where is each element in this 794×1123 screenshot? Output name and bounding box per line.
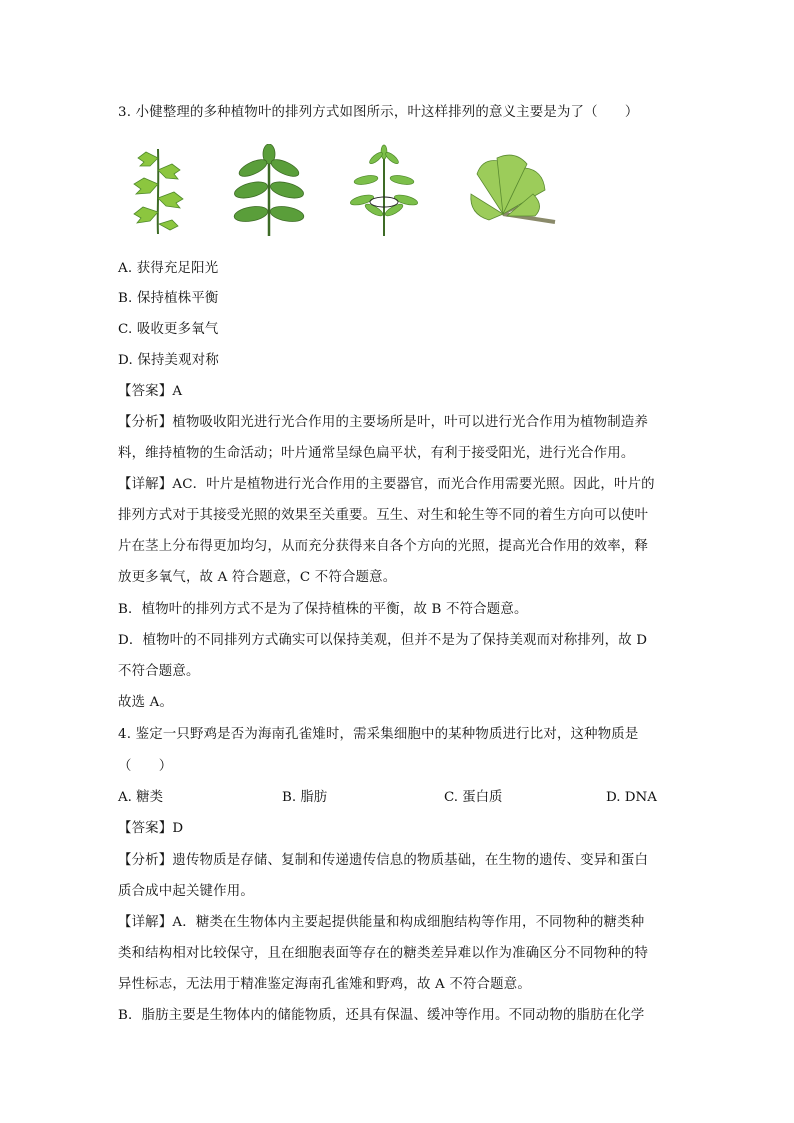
q4-stem-paren: （ ） <box>118 759 173 774</box>
q4-option-d: D. DNA <box>606 790 657 805</box>
q4-detail-line: 异性标志，无法用于精准鉴定海南孔雀雉和野鸡，故 A 不符合题意。 <box>118 977 531 992</box>
q4-analysis-line: 【分析】遗传物质是存储、复制和传递遗传信息的物质基础，在生物的遗传、变异和蛋白 <box>118 853 649 868</box>
q3-detail-line: 放更多氧气，故 A 符合题意，C 不符合题意。 <box>118 570 397 585</box>
alternate-leaf-figure <box>128 144 188 236</box>
q3-detail-line: 片在茎上分布得更加均匀，从而充分获得来自各个方向的光照，提高光合作用的效率，释 <box>118 539 649 554</box>
q3-option-a: A. 获得充足阳光 <box>118 261 219 276</box>
q3-stem: 3. 小健整理的多种植物叶的排列方式如图所示，叶这样排列的意义主要是为了（ ） <box>118 105 639 120</box>
q3-detail-line: 不符合题意。 <box>118 664 200 679</box>
q3-option-d: D. 保持美观对称 <box>118 353 219 368</box>
q4-option-c: C. 蛋白质 <box>444 790 503 805</box>
q3-answer: 【答案】A <box>118 384 183 399</box>
q4-detail-line: 类和结构相对比较保守，且在细胞表面等存在的糖类差异难以作为准确区分不同物种的特 <box>118 946 649 961</box>
q4-option-b: B. 脂肪 <box>282 790 328 805</box>
q3-option-b: B. 保持植株平衡 <box>118 291 219 306</box>
q4-answer: 【答案】D <box>118 821 184 836</box>
q3-detail-line: B．植物叶的排列方式不是为了保持植株的平衡，故 B 不符合题意。 <box>118 602 528 617</box>
q3-detail-line: 排列方式对于其接受光照的效果至关重要。互生、对生和轮生等不同的着生方向可以使叶 <box>118 508 649 523</box>
q4-analysis-line: 质合成中起关键作用。 <box>118 884 254 899</box>
q3-option-c: C. 吸收更多氧气 <box>118 322 219 337</box>
q3-analysis-line: 料，维持植物的生命活动；叶片通常呈绿色扁平状，有利于接受阳光，进行光合作用。 <box>118 446 635 461</box>
q4-detail-line: B．脂肪主要是生物体内的储能物质，还具有保温、缓冲等作用。不同动物的脂肪在化学 <box>118 1008 645 1023</box>
q3-detail-line: 【详解】AC．叶片是植物进行光合作用的主要器官，而光合作用需要光照。因此，叶片的 <box>118 477 655 492</box>
q3-analysis-line: 【分析】植物吸收阳光进行光合作用的主要场所是叶，叶可以进行光合作用为植物制造养 <box>118 415 649 430</box>
q4-option-a: A. 糖类 <box>118 790 163 805</box>
opposite-leaf-figure <box>233 144 305 236</box>
clustered-leaf-figure <box>463 144 558 236</box>
q3-detail-line: 故选 A。 <box>118 695 174 710</box>
leaf-arrangement-figures <box>118 144 558 239</box>
whorled-leaf-figure <box>348 144 420 236</box>
q3-detail-line: D．植物叶的不同排列方式确实可以保持美观，但并不是为了保持美观而对称排列，故 D <box>118 633 648 648</box>
q4-detail-line: 【详解】A．糖类在生物体内主要起提供能量和构成细胞结构等作用，不同物种的糖类种 <box>118 915 645 930</box>
q4-stem: 4. 鉴定一只野鸡是否为海南孔雀雉时，需采集细胞中的某种物质进行比对，这种物质是 <box>118 727 639 742</box>
